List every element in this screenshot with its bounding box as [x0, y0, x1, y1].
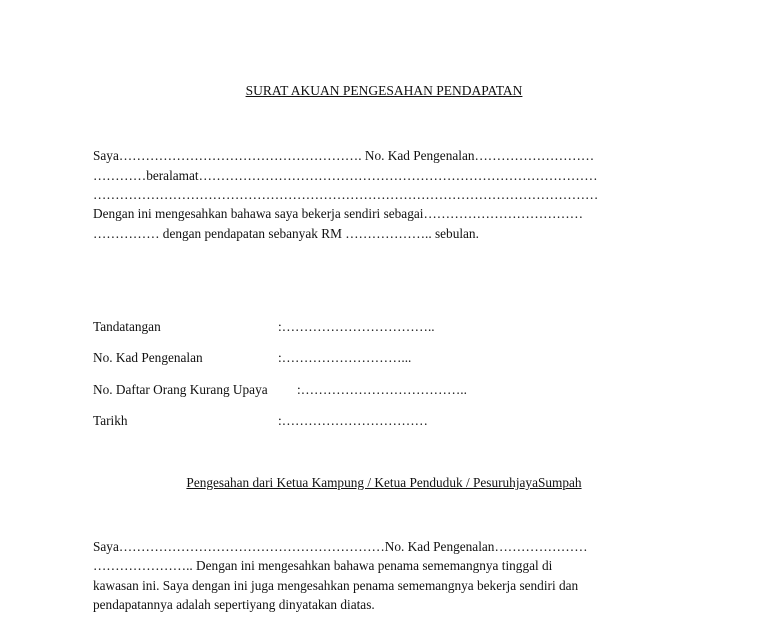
declaration-line-address: …………beralamat………………………………………………………………………………: [93, 168, 598, 183]
declaration-line-name-ic: Saya………………………………………………. No. Kad Pengenalan………………………: [93, 148, 595, 163]
declaration-line-income: …………… dengan pendapatan sebanyak RM ……………….. sebulan.: [93, 226, 479, 241]
verification-line-residence: ………………….. Dengan ini mengesahkan bahawa penama sememangnya tinggal di: [93, 558, 553, 573]
ic-number-value: :………………………...: [278, 350, 412, 365]
ic-number-label: No. Kad Pengenalan: [93, 350, 203, 365]
oku-registration-value: :………………………………..: [297, 382, 467, 397]
date-value: :……………………………: [278, 413, 428, 428]
verification-line-work: kawasan ini. Saya dengan ini juga mengesahkan penama sememangnya bekerja sendiri dan: [93, 578, 579, 593]
verification-line-income: pendapatannya adalah sepertiyang dinyatakan diatas.: [93, 597, 375, 612]
document-title: SURAT AKUAN PENGESAHAN PENDAPATAN: [245, 83, 523, 98]
declaration-line-address-cont: ……………………………………………………………………………………………………: [93, 187, 599, 202]
verification-subtitle: Pengesahan dari Ketua Kampung / Ketua Penduduk / PesuruhjayaSumpah: [186, 475, 582, 490]
declaration-line-occupation: Dengan ini mengesahkan bahawa saya bekerja sendiri sebagai………………………………: [93, 206, 584, 221]
oku-registration-label: No. Daftar Orang Kurang Upaya: [93, 382, 268, 397]
verification-line-name-ic: Saya……………………………………………………No. Kad Pengenalan…………………: [93, 539, 588, 554]
signature-value: :……………………………..: [278, 319, 435, 334]
signature-label: Tandatangan: [93, 319, 161, 334]
date-label: Tarikh: [93, 413, 128, 428]
